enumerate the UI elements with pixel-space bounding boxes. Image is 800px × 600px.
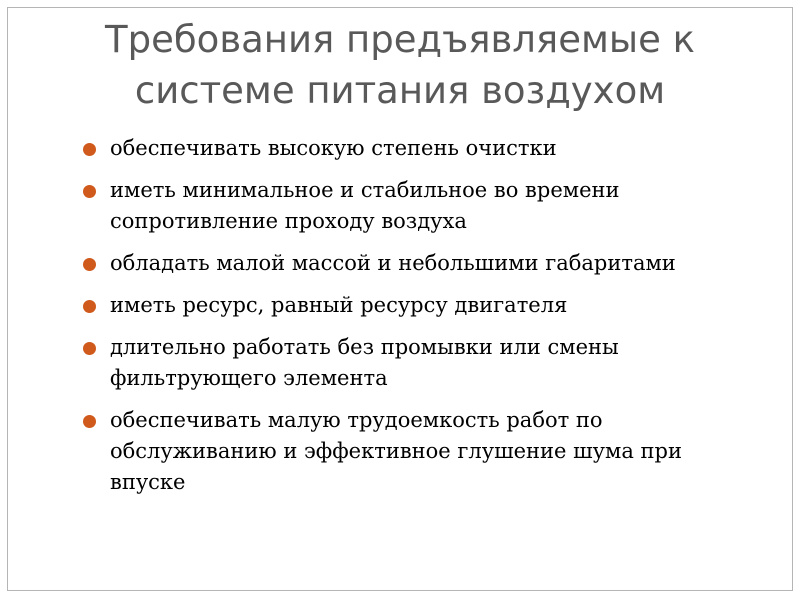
bullet-dot-icon: [83, 258, 96, 271]
bullet-list: [80, 133, 760, 509]
bullet-text: длительно работать без промывки или смены фильтрующего элемента: [110, 335, 619, 390]
bullet-item: [80, 175, 760, 237]
bullet-dot-icon: [83, 342, 96, 355]
bullet-dot-icon: [83, 143, 96, 156]
bullet-text: иметь ресурс, равный ресурсу двигателя: [110, 293, 568, 317]
bullet-item: [80, 290, 760, 321]
bullet-text: обеспечивать высокую степень очистки: [110, 136, 557, 160]
bullet-text: иметь минимальное и стабильное во времени сопротивление проходу воздуха: [110, 178, 620, 233]
bullet-item: [80, 248, 760, 279]
bullet-dot-icon: [83, 300, 96, 313]
bullet-dot-icon: [83, 185, 96, 198]
slide-title: [40, 14, 760, 116]
bullet-text: обеспечивать малую трудоемкость работ по обслуживанию и эффективное глушение шума при впуске: [110, 408, 682, 494]
bullet-item: [80, 332, 760, 394]
slide-title-line-1: Требования предъявляемые к: [105, 18, 695, 61]
bullet-item: [80, 133, 760, 164]
slide-title-line-2: системе питания воздухом: [134, 69, 666, 112]
bullet-item: [80, 405, 760, 498]
bullet-dot-icon: [83, 415, 96, 428]
bullet-text: обладать малой массой и небольшими габаритами: [110, 251, 676, 275]
